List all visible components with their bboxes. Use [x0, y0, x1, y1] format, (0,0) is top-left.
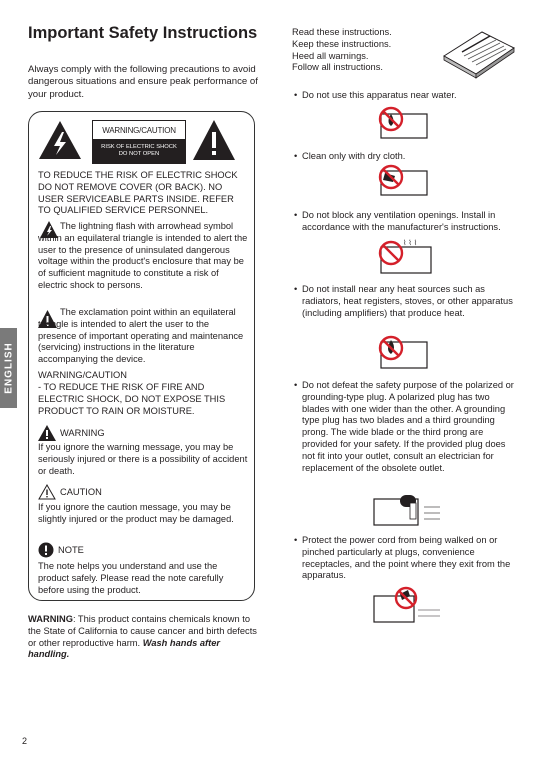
bullet-item: • Protect the power cord from being walked on or pinched particularly at plugs, convenience receptacles, and the point where they exit from the apparatus.: [294, 535, 519, 582]
prop65-emphasis: Wash hands after handling.: [28, 637, 221, 660]
bullet-text: Protect the power cord from being walked on or pinched particularly at plugs, convenience receptacles, and the point where they exit from the apparatus.: [302, 535, 511, 581]
caution-text: TO REDUCE THE RISK OF ELECTRIC SHOCK DO NOT REMOVE COVER (OR BACK). NO USER SERVICEABLE PARTS INSIDE. REFER TO QUALIFIED SERVICE PERSONNEL.: [38, 170, 238, 216]
note-label: NOTE: [58, 545, 84, 555]
no-water-icon: [373, 106, 429, 140]
wc-text: - TO REDUCE THE RISK OF FIRE AND ELECTRIC SHOCK, DO NOT EXPOSE THIS PRODUCT TO RAIN OR MOISTURE.: [38, 382, 226, 416]
heat-source-icon: [373, 334, 429, 372]
bullet-item: • Do not block any ventilation openings. Install in accordance with the manufacturer's instructions.: [294, 210, 519, 234]
page-number: 2: [22, 736, 28, 746]
warning-label: WARNING: [60, 428, 105, 438]
bullet-text: Do not defeat the safety purpose of the polarized or grounding-type plug. A polarized plug has two blades with one wider than the other. A grounding type plug has two blades and a third grounding prong. The wide blade or the third prong are provided for your safety. If the provided plug does not fit into your outlet, consult an electrician for replacement of the obsolete outlet.: [302, 380, 514, 473]
manual-book-icon: [440, 26, 516, 80]
warning-icon: [38, 425, 56, 441]
dry-cloth-icon: [373, 163, 429, 197]
prop65-warning: [28, 614, 260, 661]
ventilation-icon: [373, 237, 433, 275]
exclamation-text: The exclamation point within an equilateral triangle is intended to alert the user to the presence of important operating and maintenance (servicing) instructions in the literature accompanying the device.: [38, 307, 244, 365]
right-intro-line: Follow all instructions.: [292, 62, 383, 73]
power-cord-icon: [370, 586, 444, 626]
lightning-triangle-icon: [38, 120, 82, 160]
wc-heading: WARNING/CAUTION: [38, 370, 128, 380]
bullet-item: • Do not use this apparatus near water.: [294, 90, 519, 102]
exclamation-triangle-icon: [192, 119, 236, 161]
lightning-text: The lightning flash with arrowhead symbol within an equilateral triangle is intended to alert the user to the presence of uninsulated dangerous voltage within the product's enclosure that may be of sufficient magnitude to constitute a risk of electric shock to persons.: [38, 221, 248, 290]
bullet-item: • Do not install near any heat sources such as radiators, heat registers, stoves, or other apparatus (including amplifiers) that produce heat.: [294, 284, 519, 319]
banner-line1: RISK OF ELECTRIC SHOCK: [101, 144, 177, 150]
bullet-text: Clean only with dry cloth.: [302, 151, 406, 161]
page-title: Important Safety Instructions: [28, 24, 258, 42]
bullet-text: Do not install near any heat sources such as radiators, heat registers, stoves, or other apparatus (including amplifiers) that produce heat.: [302, 284, 513, 318]
polarized-plug-icon: [370, 493, 444, 529]
svg-text:⌇ ⌇ ⌇: ⌇ ⌇ ⌇: [403, 240, 418, 247]
language-tab: [0, 328, 17, 408]
bullet-item: • Do not defeat the safety purpose of the polarized or grounding-type plug. A polarized plug has two blades with one wider than the other. A grounding type plug has two blades and a third grounding prong. The wide blade or the third prong are provided for your safety. If the provided plug does not fit into your outlet, consult an electrician for replacement of the obsolete outlet.: [294, 380, 519, 474]
caution-label: CAUTION: [60, 487, 102, 497]
banner-line2: DO NOT OPEN: [118, 151, 160, 157]
language-tab-label: ENGLISH: [3, 342, 14, 394]
banner-bottom: [93, 139, 185, 163]
bullet-text: Do not block any ventilation openings. Install in accordance with the manufacturer's instructions.: [302, 210, 501, 232]
caution-message: If you ignore the caution message, you may be slightly injured or the product may be damaged.: [38, 502, 234, 524]
banner-top: WARNING/CAUTION: [93, 121, 185, 139]
prop65-text: : This product contains chemicals known to the State of California to cause cancer and birth defects or other reproductive harm.: [28, 614, 257, 648]
right-intro: [292, 27, 432, 74]
bullet-item: • Clean only with dry cloth.: [294, 151, 519, 163]
intro-text: Always comply with the following precautions to avoid dangerous situations and ensure peak performance of your product.: [28, 64, 258, 100]
right-intro-line: Read these instructions.: [292, 27, 392, 37]
note-heading: [38, 542, 84, 558]
caution-icon: [38, 484, 56, 500]
bullet-text: Do not use this apparatus near water.: [302, 90, 457, 100]
prop65-label: WARNING: [28, 614, 73, 624]
warning-heading: [38, 425, 105, 441]
warning-text: If you ignore the warning message, you may be seriously injured or there is a possibility of accident or death.: [38, 442, 248, 476]
right-intro-line: Heed all warnings.: [292, 50, 369, 61]
note-text: The note helps you understand and use the product safely. Please read the note carefully before using the product.: [38, 561, 224, 595]
note-icon: [38, 542, 54, 558]
right-intro-line: Keep these instructions.: [292, 38, 392, 49]
warning-banner: [92, 120, 186, 164]
caution-heading: [38, 484, 102, 500]
